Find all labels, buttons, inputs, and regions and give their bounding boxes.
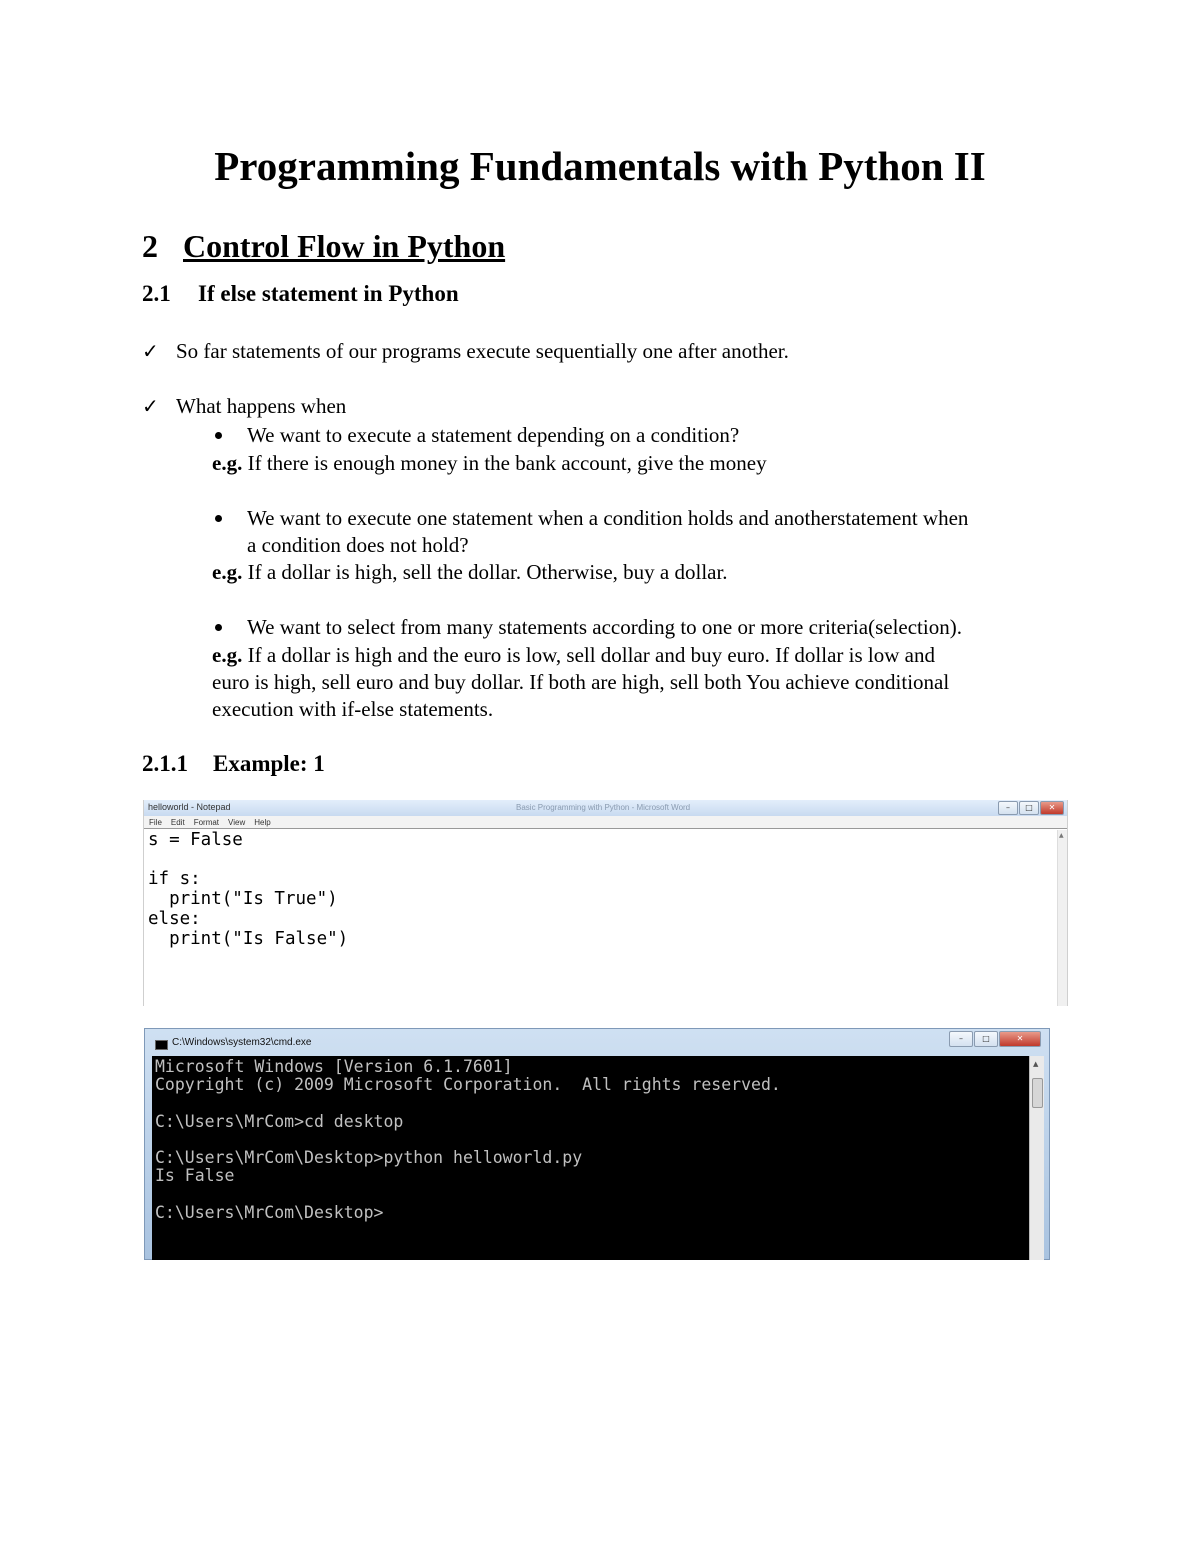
- close-icon[interactable]: ✕: [1040, 801, 1064, 815]
- check-item: What happens when: [176, 394, 347, 418]
- eg-line: If there is enough money in the bank account, give the money: [247, 451, 767, 475]
- notepad-titlebar: [144, 800, 1067, 816]
- eg-label: e.g.: [212, 643, 243, 667]
- notepad-scrollbar[interactable]: [1057, 830, 1067, 1006]
- notepad-window: [143, 800, 1068, 1006]
- close-icon[interactable]: ✕: [999, 1031, 1041, 1047]
- section-heading: [142, 228, 505, 265]
- window-controls: [949, 1031, 1041, 1047]
- bullet-icon: [215, 515, 222, 522]
- eg-line: If a dollar is high and the euro is low, sell dollar and buy euro. If dollar is low and: [247, 643, 935, 667]
- eg-line: execution with if-else statements.: [212, 697, 494, 721]
- eg-label: e.g.: [212, 451, 243, 475]
- notepad-title: helloworld - Notepad: [148, 802, 231, 812]
- example-title: Example: 1: [213, 751, 325, 776]
- notepad-code[interactable]: s = False if s: print("Is True") else: print("Is False"): [148, 830, 349, 949]
- eg-label: e.g.: [212, 560, 243, 584]
- maximize-icon[interactable]: □: [974, 1031, 998, 1047]
- menu-view[interactable]: View: [228, 818, 246, 827]
- eg-line: euro is high, sell euro and buy dollar. If both are high, sell both You achieve conditional: [212, 670, 950, 694]
- scroll-up-icon[interactable]: ▲: [1059, 832, 1064, 839]
- section-title: Control Flow in Python: [183, 228, 506, 264]
- scrollbar-thumb[interactable]: [1032, 1078, 1043, 1108]
- check-mark-icon: ✓: [142, 341, 159, 363]
- bullet-text: We want to execute one statement when a condition holds and anotherstatement when: [247, 506, 969, 530]
- background-app-title: Basic Programming with Python - Microsoft Word: [516, 803, 691, 812]
- bullet-icon: [215, 432, 222, 439]
- menu-file[interactable]: File: [149, 818, 162, 827]
- example-text: [212, 559, 728, 586]
- page-title: Programming Fundamentals with Python II: [214, 143, 986, 189]
- menu-help[interactable]: Help: [254, 818, 271, 827]
- bullet-text: a condition does not hold?: [247, 533, 469, 557]
- notepad-menubar: [144, 816, 1067, 829]
- subsection-number: 2.1: [142, 281, 171, 306]
- cmd-output: Microsoft Windows [Version 6.1.7601] Copyright (c) 2009 Microsoft Corporation. All rights reserved. C:\Users\MrCom>cd desktop C:\Users\MrCom\Desktop>python helloworld.py Is False C:\Users\MrCom\Desktop>: [155, 1057, 781, 1222]
- check-item: So far statements of our programs execute sequentially one after another.: [176, 339, 789, 363]
- check-mark-icon: ✓: [142, 396, 159, 418]
- section-number: 2: [142, 228, 158, 264]
- cmd-app-icon: [155, 1040, 168, 1050]
- subsection-heading: [142, 281, 459, 307]
- maximize-icon[interactable]: □: [1019, 801, 1039, 815]
- cmd-scrollbar[interactable]: [1029, 1056, 1044, 1260]
- example-text: [212, 642, 935, 669]
- window-controls: [998, 801, 1064, 815]
- cmd-console[interactable]: [152, 1056, 1029, 1260]
- menu-format[interactable]: Format: [193, 818, 220, 827]
- cmd-title: C:\Windows\system32\cmd.exe: [172, 1037, 312, 1048]
- menu-edit[interactable]: Edit: [170, 818, 185, 827]
- example-text: [212, 450, 767, 477]
- example-heading: [142, 751, 325, 777]
- bullet-icon: [215, 624, 222, 631]
- scroll-up-icon[interactable]: ▲: [1033, 1060, 1039, 1068]
- bullet-text: We want to execute a statement depending on a condition?: [247, 423, 740, 447]
- example-number: 2.1.1: [142, 751, 188, 776]
- minimize-icon[interactable]: –: [998, 801, 1018, 815]
- subsection-title: If else statement in Python: [198, 281, 459, 306]
- minimize-icon[interactable]: –: [949, 1031, 973, 1047]
- bullet-text: We want to select from many statements according to one or more criteria(selection).: [247, 615, 962, 639]
- eg-line: If a dollar is high, sell the dollar. Otherwise, buy a dollar.: [247, 560, 728, 584]
- cmd-window: [144, 1028, 1050, 1260]
